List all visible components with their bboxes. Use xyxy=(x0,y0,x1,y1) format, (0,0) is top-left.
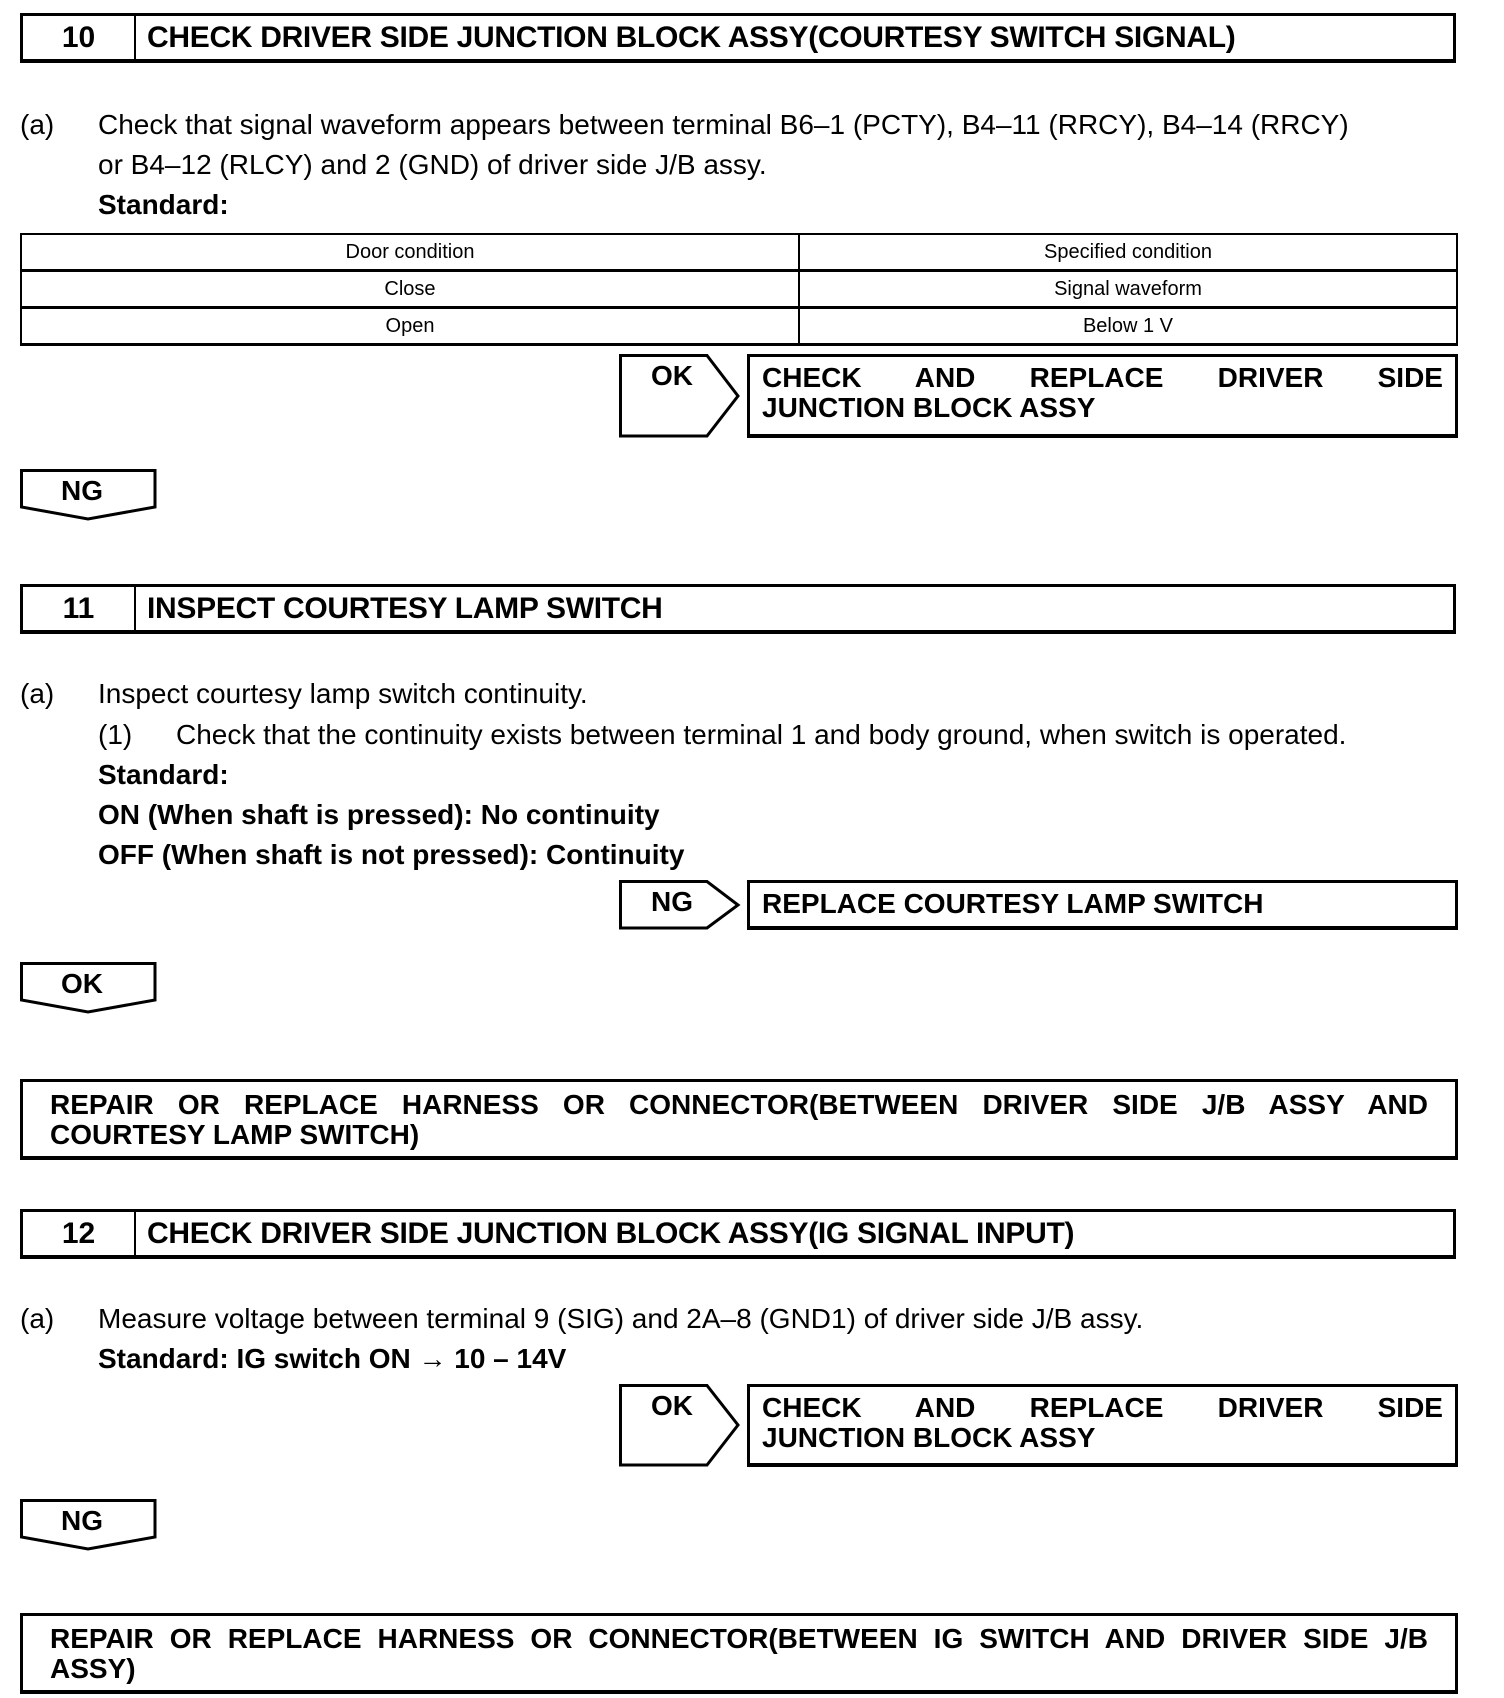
result-box xyxy=(747,1384,1458,1467)
standard-off: OFF (When shaft is not pressed): Continuity xyxy=(98,839,685,870)
table-cell: Signal waveform xyxy=(799,271,1457,308)
final-action-text: REPAIR OR REPLACE HARNESS OR CONNECTOR(BETWEEN IG SWITCH AND DRIVER SIDE J/B xyxy=(50,1623,1428,1654)
step-number: 10 xyxy=(23,16,136,59)
arrow-label: OK xyxy=(61,968,103,999)
result-box xyxy=(747,880,1458,930)
item-label: (a) xyxy=(20,109,55,140)
arrow-label: NG xyxy=(61,475,103,506)
table-cell: Close xyxy=(21,271,799,308)
standard-label: Standard: xyxy=(98,189,229,220)
instruction-line: or B4–12 (RLCY) and 2 (GND) of driver side J/B assy. xyxy=(98,149,767,180)
final-action-box xyxy=(20,1079,1458,1160)
instruction-line: Measure voltage between terminal 9 (SIG) and 2A–8 (GND1) of driver side J/B assy. xyxy=(98,1303,1144,1334)
instruction-line: Inspect courtesy lamp switch continuity. xyxy=(98,678,588,709)
step-11-header xyxy=(20,584,1456,634)
step-title: CHECK DRIVER SIDE JUNCTION BLOCK ASSY(COURTESY SWITCH SIGNAL) xyxy=(147,21,1236,54)
table-header: Door condition xyxy=(21,234,799,271)
result-text: CHECK AND REPLACE DRIVER SIDE xyxy=(762,1392,1443,1423)
step-title: INSPECT COURTESY LAMP SWITCH xyxy=(147,592,663,625)
item-label: (a) xyxy=(20,678,55,709)
table-row xyxy=(21,271,1457,308)
result-text: CHECK AND REPLACE DRIVER SIDE xyxy=(762,362,1443,393)
standard-text: Standard: IG switch ON → 10 – 14V xyxy=(98,1343,567,1374)
final-action-text: COURTESY LAMP SWITCH) xyxy=(50,1119,420,1150)
table-header: Specified condition xyxy=(799,234,1457,271)
table-cell: Below 1 V xyxy=(799,308,1457,345)
result-text: REPLACE COURTESY LAMP SWITCH xyxy=(762,888,1264,919)
instruction-line: Check that the continuity exists between terminal 1 and body ground, when switch is operated. xyxy=(176,719,1347,750)
arrow-label: OK xyxy=(651,360,693,391)
standard-label: Standard: xyxy=(98,759,229,790)
arrow-label: OK xyxy=(651,1390,693,1421)
final-action-text: REPAIR OR REPLACE HARNESS OR CONNECTOR(BETWEEN DRIVER SIDE J/B ASSY AND xyxy=(50,1089,1428,1120)
ng-down-arrow xyxy=(20,469,157,521)
final-action-box xyxy=(20,1613,1458,1694)
ok-down-arrow xyxy=(20,962,157,1014)
arrow-label: NG xyxy=(61,1505,103,1536)
ok-right-arrow xyxy=(619,1384,741,1467)
standard-table xyxy=(20,233,1458,346)
standard-on: ON (When shaft is pressed): No continuity xyxy=(98,799,660,830)
result-text: JUNCTION BLOCK ASSY xyxy=(762,1422,1096,1453)
final-action-text: ASSY) xyxy=(50,1653,136,1684)
result-box xyxy=(747,354,1458,438)
sub-item-label: (1) xyxy=(98,719,133,750)
ng-down-arrow xyxy=(20,1499,157,1551)
table-row xyxy=(21,308,1457,345)
step-10-header xyxy=(20,13,1456,63)
result-text: JUNCTION BLOCK ASSY xyxy=(762,392,1096,423)
step-title: CHECK DRIVER SIDE JUNCTION BLOCK ASSY(IG SIGNAL INPUT) xyxy=(147,1217,1075,1250)
ok-right-arrow xyxy=(619,354,741,438)
step-number: 12 xyxy=(23,1212,136,1255)
step-12-header xyxy=(20,1209,1456,1259)
ng-right-arrow xyxy=(619,880,741,930)
item-label: (a) xyxy=(20,1303,55,1334)
instruction-line: Check that signal waveform appears between terminal B6–1 (PCTY), B4–11 (RRCY), B4–14 (RRCY) xyxy=(98,109,1349,140)
table-cell: Open xyxy=(21,308,799,345)
table-header-row xyxy=(21,234,1457,271)
arrow-label: NG xyxy=(651,886,693,917)
step-number: 11 xyxy=(23,587,136,630)
